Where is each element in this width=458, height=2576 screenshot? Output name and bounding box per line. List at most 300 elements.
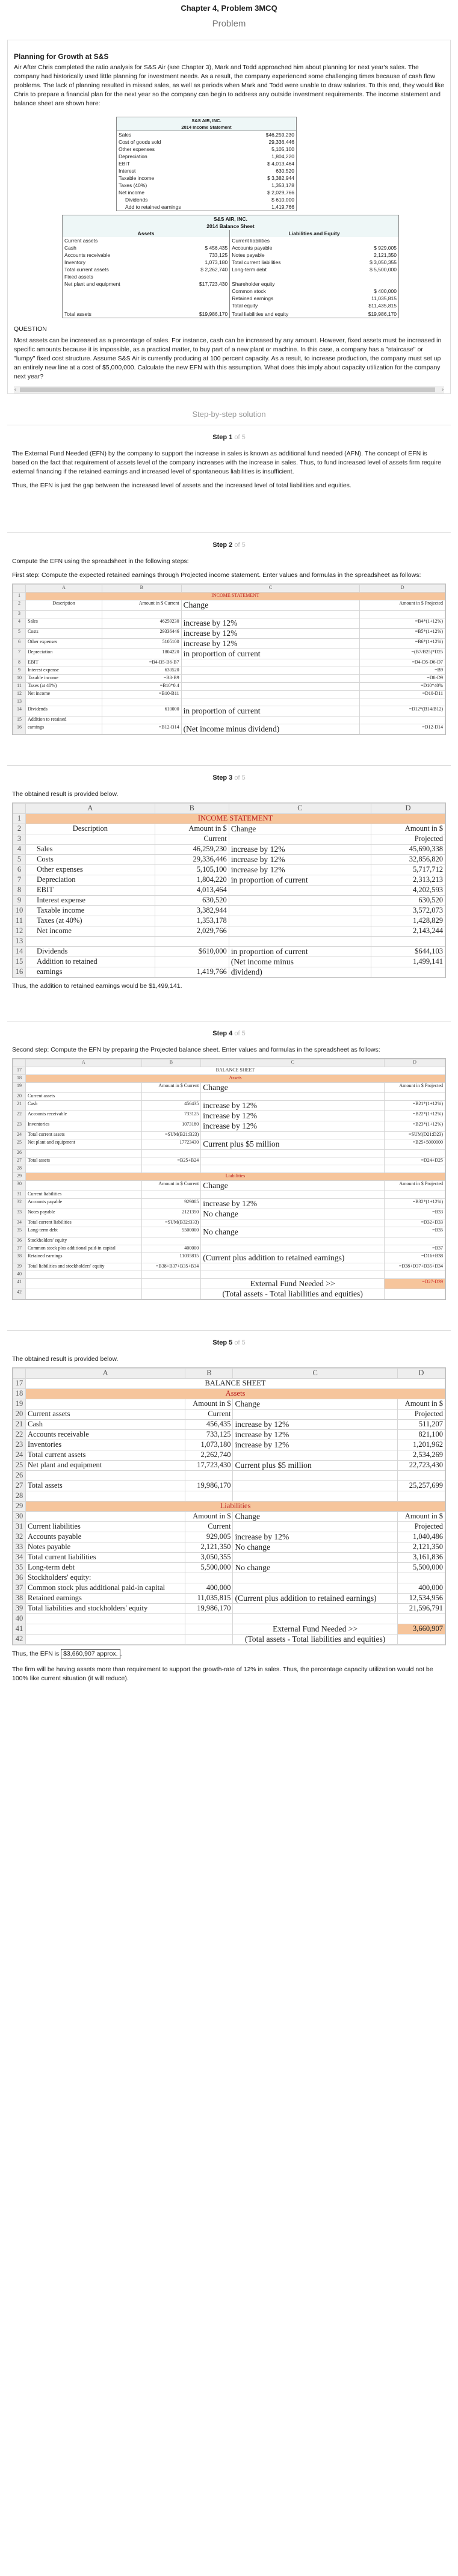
- income-row: [117, 196, 297, 203]
- step-count: of 5: [234, 541, 246, 549]
- row-number: 37: [13, 1583, 26, 1594]
- sheet-row: [13, 1237, 445, 1245]
- assets-heading: Assets: [63, 230, 230, 237]
- sheet-cell: (Current plus addition to retained earnings): [201, 1253, 385, 1263]
- sheet-cell: =B37: [385, 1245, 445, 1253]
- balance-row: [63, 237, 399, 244]
- asset-value: $ 2,262,740: [171, 266, 230, 273]
- row-number: 27: [13, 1481, 26, 1491]
- sheet-cell: Dividends: [26, 706, 102, 716]
- sheet-cell: 32,856,820: [371, 855, 445, 865]
- income-value: 630,520: [276, 168, 294, 174]
- sheet-cell: [26, 1614, 185, 1624]
- row-number: 25: [13, 1139, 26, 1150]
- sheet-cell: [229, 916, 371, 926]
- sheet-cell: [181, 611, 360, 618]
- liability-label: Current liabilities: [232, 238, 270, 244]
- sheet-cell: =B10*0.4: [102, 683, 181, 691]
- sheet-cell: increase by 12%: [181, 639, 360, 649]
- sheet-cell: [201, 1245, 385, 1253]
- row-number: 24: [13, 1132, 26, 1139]
- sheet-row: [13, 1583, 445, 1594]
- sheet-cell: [141, 1191, 201, 1199]
- sheet-cell: increase by 12%: [201, 1101, 385, 1111]
- balance-row: [63, 259, 399, 266]
- sheet-cell: in proportion of current: [229, 947, 371, 957]
- row-number: 5: [13, 855, 26, 865]
- asset-value: [171, 288, 230, 295]
- sheet-cell: [201, 1150, 385, 1157]
- sheet-cell: 456435: [141, 1101, 201, 1111]
- sheet-cell: Retained earnings: [26, 1253, 142, 1263]
- income-row: [117, 182, 297, 189]
- sheet-cell: Total assets: [26, 1481, 185, 1491]
- income-label: Cost of goods sold: [119, 139, 161, 145]
- column-header: B: [155, 804, 229, 814]
- row-number: 27: [13, 1157, 26, 1165]
- income-value: $ 610,000: [271, 197, 294, 203]
- row-number: 20: [13, 1093, 26, 1101]
- sheet-cell: 1073180: [141, 1121, 201, 1132]
- income-row: [117, 167, 297, 174]
- asset-value: 1,073,180: [171, 259, 230, 266]
- row-number: 37: [13, 1245, 26, 1253]
- sheet-cell: =B4-B5-B6-B7: [102, 659, 181, 667]
- sheet-cell: [233, 1410, 397, 1420]
- sheet-row: [13, 593, 445, 600]
- sheet-cell: earnings: [26, 967, 155, 978]
- asset-label: [63, 302, 171, 309]
- row-number: 19: [13, 1399, 26, 1410]
- sheet-cell: =B35: [385, 1227, 445, 1237]
- income-row: [117, 146, 297, 153]
- sheet-cell: 3,161,836: [397, 1553, 445, 1563]
- sheet-cell: =B33: [385, 1209, 445, 1219]
- sheet-cell: [385, 1150, 445, 1157]
- sheet-row: [13, 1101, 445, 1111]
- sheet-cell: =D24+D25: [385, 1157, 445, 1165]
- row-number: 17: [13, 1379, 26, 1389]
- sheet-row: [13, 1157, 445, 1165]
- column-header: B: [141, 1059, 201, 1067]
- sheet-cell: No change: [233, 1542, 397, 1553]
- problem-text: Air After Chris completed the ratio analysis for S&S Air (see Chapter 3), Mark and Todd approached him about planning for next year's sales. The company had historically used little planning for investment needs. As a result, the company experienced some challenging times because of cash flow problems. The lack of planning resulted in missed sales, as well as periods when Mark and Todd were unable to draw salaries. To this end, they would like Chris to prepare a financial plan for the next year so the company can begin to address any outside investment requirements. The income statement and balance sheet are shown here:: [14, 64, 444, 107]
- sheet-cell: Change: [233, 1399, 397, 1410]
- sheet-row: [13, 1209, 445, 1219]
- sheet-cell: [155, 957, 229, 967]
- asset-value: [171, 302, 230, 309]
- sheet-cell: (Net income minus: [229, 957, 371, 967]
- sheet-row: [13, 1624, 445, 1635]
- sheet-cell: [360, 698, 445, 706]
- sheet-cell: increase by 12%: [201, 1199, 385, 1209]
- assets-banner: Assets: [26, 1075, 445, 1083]
- row-number: 14: [13, 947, 26, 957]
- sheet-cell: 2,262,740: [185, 1450, 233, 1461]
- sheet-cell: Current assets: [26, 1093, 142, 1101]
- sheet-cell: [155, 937, 229, 947]
- sheet-cell: [185, 1624, 233, 1635]
- sheet-cell: [229, 886, 371, 896]
- sheet-cell: 17,723,430: [185, 1461, 233, 1471]
- sheet-cell: [181, 716, 360, 724]
- sheet-cell: dividend): [229, 967, 371, 978]
- sheet-row: [13, 683, 445, 691]
- sheet-row: [13, 1553, 445, 1563]
- step-1-text: The External Fund Needed (EFN) by the company to support the increase in sales is known as additional fund needed (AFN). The concept of EFN is based on the fact that requirement of assets level of the company increases with the increase in sales. Thus, to fund increased level of assets firm require external financing if the retained earnings and increased level of spontaneous liabilities is insufficient.: [12, 450, 442, 475]
- sheet-row: [13, 1399, 445, 1410]
- sheet-cell: 2,143,244: [371, 926, 445, 937]
- row-number: 21: [13, 1420, 26, 1430]
- row-number: 5: [13, 629, 26, 639]
- income-value: $ 3,382,944: [267, 175, 294, 181]
- income-statement: [116, 117, 321, 211]
- sheet-cell: [233, 1471, 397, 1481]
- sheet-cell: [181, 691, 360, 698]
- income-value: 29,336,446: [268, 139, 294, 145]
- column-header: D: [397, 1369, 445, 1379]
- sheet-cell: [233, 1604, 397, 1614]
- sheet-cell: Long-term debt: [26, 1227, 142, 1237]
- sheet-row: [13, 1111, 445, 1121]
- step-2: [7, 532, 451, 735]
- sheet-cell: Current assets: [26, 1410, 185, 1420]
- sheet-row: [13, 629, 445, 639]
- sheet-cell: [229, 896, 371, 906]
- scroll-left-icon[interactable]: ‹: [14, 386, 16, 392]
- sheet-cell: Taxes (at 40%): [26, 916, 155, 926]
- sheet-cell: [201, 1237, 385, 1245]
- sheet-cell: Dividends: [26, 947, 155, 957]
- sheet-row: [13, 1132, 445, 1139]
- sheet-cell: [397, 1573, 445, 1583]
- liability-label: Retained earnings: [232, 295, 274, 301]
- sheet-cell: No change: [201, 1227, 385, 1237]
- row-number: 30: [13, 1512, 26, 1522]
- sheet-row: [13, 814, 445, 824]
- sheet-cell: 29,336,446: [155, 855, 229, 865]
- sheet-cell: Stockholders' equity: [26, 1237, 142, 1245]
- sheet-row: [13, 1227, 445, 1237]
- sheet-row: [13, 1379, 445, 1389]
- liability-label: Total equity: [232, 303, 258, 309]
- step-4-text: Second step: Compute the EFN by preparing the Projected balance sheet. Enter values and formulas in the spreadsheet as follows:: [12, 1046, 380, 1053]
- row-number: 42: [13, 1289, 26, 1299]
- sheet-cell: EBIT: [26, 886, 155, 896]
- sheet-cell: 630,520: [371, 896, 445, 906]
- sheet-cell: 21,596,791: [397, 1604, 445, 1614]
- sheet-row: [13, 1481, 445, 1491]
- sheet-cell: Costs: [26, 855, 155, 865]
- sheet-cell: Interest expense: [26, 667, 102, 675]
- sheet-cell: Taxable income: [26, 675, 102, 683]
- sheet-cell: [229, 906, 371, 916]
- horizontal-scrollbar[interactable]: [14, 386, 444, 393]
- sheet-cell: EBIT: [26, 659, 102, 667]
- question-label: QUESTION: [14, 325, 47, 333]
- sheet-row: [13, 1389, 445, 1399]
- sheet-cell: [385, 1165, 445, 1173]
- liability-value: 11,035,815: [371, 295, 397, 301]
- sheet-cell: [201, 1219, 385, 1227]
- sheet-cell: External Fund Needed >>: [233, 1624, 397, 1635]
- sheet-cell: =B32*(1+12%): [385, 1199, 445, 1209]
- asset-label: Fixed assets: [64, 274, 93, 280]
- sheet-row: [13, 1191, 445, 1199]
- sheet-cell: Amount in $ Projected: [385, 1083, 445, 1093]
- sheet-row: [13, 824, 445, 834]
- sheet-cell: No change: [233, 1563, 397, 1573]
- sheet-cell: 22,723,430: [397, 1461, 445, 1471]
- balance-row: [63, 273, 399, 280]
- sheet-cell: Other expenses: [26, 865, 155, 875]
- sheet-cell: Inventories: [26, 1440, 185, 1450]
- sheet-cell: Change: [201, 1083, 385, 1093]
- sheet-cell: =SUM(D21:D23): [385, 1132, 445, 1139]
- sheet-cell: 1804220: [102, 649, 181, 659]
- step-2-text: Compute the EFN using the spreadsheet in the following steps:: [12, 558, 189, 565]
- sheet-cell: =SUM(B21:B23): [141, 1132, 201, 1139]
- scroll-right-icon[interactable]: ›: [442, 386, 444, 392]
- sheet-row: [13, 1139, 445, 1150]
- sheet-row: [13, 600, 445, 611]
- income-label: Other expenses: [119, 146, 155, 152]
- corner-cell: [13, 1369, 26, 1379]
- sheet-cell: [397, 1471, 445, 1481]
- sheet-cell: Total current assets: [26, 1450, 185, 1461]
- sheet-cell: Common stock plus additional paid-in capital: [26, 1245, 142, 1253]
- income-label: Taxable income: [119, 175, 155, 181]
- sheet-cell: [201, 1093, 385, 1101]
- balance-row: [63, 288, 399, 295]
- step-1: [7, 425, 451, 490]
- sheet-cell: Accounts receivable: [26, 1430, 185, 1440]
- row-number: 35: [13, 1227, 26, 1237]
- sheet-cell: [102, 698, 181, 706]
- step-label: Step 5: [212, 1339, 233, 1346]
- sheet-cell: [26, 1512, 185, 1522]
- row-number: 21: [13, 1101, 26, 1111]
- sheet-cell: 25,257,699: [397, 1481, 445, 1491]
- sheet-cell: Amount in $: [185, 1399, 233, 1410]
- sheet-cell: [26, 834, 155, 845]
- sheet-cell: increase by 12%: [233, 1440, 397, 1450]
- efn-cell: =D27-D39: [385, 1279, 445, 1289]
- liability-value: $ 400,000: [374, 288, 397, 294]
- sheet-row: [13, 1440, 445, 1450]
- row-number: 9: [13, 667, 26, 675]
- sheet-cell: [181, 667, 360, 675]
- row-number: 1: [13, 814, 26, 824]
- sheet-cell: Change: [233, 1512, 397, 1522]
- row-number: 2: [13, 600, 26, 611]
- income-label: Interest: [119, 168, 136, 174]
- sheet-row: [13, 1075, 445, 1083]
- scrollbar-thumb[interactable]: [20, 387, 435, 392]
- step-4: [7, 1021, 451, 1300]
- sheet-row: [13, 1532, 445, 1542]
- sheet-cell: =B9: [360, 667, 445, 675]
- sheet-cell: [385, 1289, 445, 1299]
- sheet-cell: [229, 937, 371, 947]
- asset-label: Inventory: [64, 259, 85, 265]
- liability-label: Total current liabilities: [232, 259, 281, 265]
- sheet-cell: Cash: [26, 1420, 185, 1430]
- sheet-cell: 929,005: [185, 1532, 233, 1542]
- sheet-cell: Net plant and equipment: [26, 1139, 142, 1150]
- row-number: 39: [13, 1604, 26, 1614]
- asset-value: $17,723,430: [171, 280, 230, 288]
- row-number: 31: [13, 1522, 26, 1532]
- sheet-cell: Addition to retained: [26, 957, 155, 967]
- sheet-cell: 5105100: [102, 639, 181, 649]
- asset-label: Total current assets: [64, 267, 109, 273]
- sheet-cell: [229, 834, 371, 845]
- sheet-cell: [233, 1573, 397, 1583]
- liability-label: Accounts payable: [232, 245, 273, 251]
- column-header: A: [26, 1369, 185, 1379]
- row-number: 38: [13, 1594, 26, 1604]
- sheet-row: [13, 937, 445, 947]
- sheet-row: [13, 1165, 445, 1173]
- income-row: [117, 174, 297, 182]
- liability-value: [340, 280, 399, 288]
- sheet-cell: increase by 12%: [201, 1111, 385, 1121]
- row-number: 24: [13, 1450, 26, 1461]
- sheet-cell: Amount in $ Current: [102, 600, 181, 611]
- sheet-cell: 19,986,170: [185, 1604, 233, 1614]
- sheet-cell: increase by 12%: [233, 1430, 397, 1440]
- sheet-cell: [385, 1191, 445, 1199]
- step-label: Step 4: [212, 1030, 233, 1037]
- step-5-conclusion: [12, 1649, 446, 1659]
- sheet-cell: [141, 1150, 201, 1157]
- solution-heading: Step-by-step solution: [192, 410, 266, 419]
- row-number: 33: [13, 1209, 26, 1219]
- balance-title: 2014 Balance Sheet: [63, 223, 399, 230]
- sheet-cell: (Total assets - Total liabilities and equities): [201, 1289, 385, 1299]
- sheet-cell: Accounts payable: [26, 1532, 185, 1542]
- sheet-cell: =B25+5000000: [385, 1139, 445, 1150]
- sheet-row: [13, 1271, 445, 1279]
- balance-row: [63, 295, 399, 302]
- row-number: 4: [13, 845, 26, 855]
- sheet-cell: 4,202,593: [371, 886, 445, 896]
- column-header: D: [385, 1059, 445, 1067]
- sheet-cell: 610000: [102, 706, 181, 716]
- sheet-row: [13, 1635, 445, 1645]
- sheet-cell: Total current liabilities: [26, 1219, 142, 1227]
- sheet-row: [13, 855, 445, 865]
- step-3: [7, 765, 451, 991]
- sheet-cell: [26, 1181, 142, 1191]
- sheet-cell: Depreciation: [26, 649, 102, 659]
- sheet-row: [13, 698, 445, 706]
- sheet-cell: [102, 611, 181, 618]
- sheet-row: [13, 618, 445, 629]
- sheet-cell: Cash: [26, 1101, 142, 1111]
- sheet-row: [13, 1121, 445, 1132]
- sheet-cell: Amount in $ Projected: [360, 600, 445, 611]
- sheet-cell: =B6*(1+12%): [360, 639, 445, 649]
- row-number: 26: [13, 1150, 26, 1157]
- sheet-cell: 821,100: [397, 1430, 445, 1440]
- sheet-cell: [26, 1083, 142, 1093]
- sheet-cell: [141, 1271, 201, 1279]
- row-number: 6: [13, 639, 26, 649]
- sheet-cell: [233, 1450, 397, 1461]
- sheet-row: [13, 886, 445, 896]
- column-header: C: [233, 1369, 397, 1379]
- sheet-cell: Interest expense: [26, 896, 155, 906]
- column-header: B: [185, 1369, 233, 1379]
- asset-value: [171, 295, 230, 302]
- sheet-cell: Net income: [26, 926, 155, 937]
- liability-value: $19,986,170: [368, 311, 397, 317]
- sheet-cell: [181, 683, 360, 691]
- sheet-banner: INCOME STATEMENT: [26, 593, 445, 600]
- chapter-title: Chapter 4, Problem 3MCQ: [181, 4, 277, 13]
- row-number: 38: [13, 1253, 26, 1263]
- sheet-cell: 2,029,766: [155, 926, 229, 937]
- income-row: [117, 153, 297, 160]
- step-5-capacity-text: The firm will be having assets more than requirement to support the growth-rate of 12% in sales. Thus, the percentage capacity utilization would not be 100% like current situation (it will reduce).: [12, 1666, 433, 1682]
- sheet-banner: BALANCE SHEET: [26, 1379, 445, 1389]
- sheet-row: [13, 967, 445, 978]
- sheet-row: [13, 1199, 445, 1209]
- liability-value: $11,435,815: [368, 303, 397, 309]
- sheet-cell: [26, 1150, 142, 1157]
- sheet-cell: [397, 1491, 445, 1502]
- sheet-cell: Amount in $ Current: [141, 1181, 201, 1191]
- sheet-cell: =D38+D37+D35+D34: [385, 1263, 445, 1271]
- step-label: Step 3: [212, 774, 233, 781]
- sheet-cell: Change: [181, 600, 360, 611]
- asset-label: Cash: [64, 245, 76, 251]
- sheet-cell: [26, 1279, 142, 1289]
- sheet-cell: 11035815: [141, 1253, 201, 1263]
- sheet-cell: increase by 12%: [233, 1532, 397, 1542]
- row-number: 13: [13, 698, 26, 706]
- liability-value: $ 5,500,000: [370, 267, 397, 273]
- sheet-row: [13, 1450, 445, 1461]
- income-label: Sales: [119, 132, 132, 138]
- sheet-row: [13, 1604, 445, 1614]
- balance-row: [63, 302, 399, 309]
- sheet-cell: =B10-B11: [102, 691, 181, 698]
- sheet-cell: =B22*(1+12%): [385, 1111, 445, 1121]
- sheet-cell: [385, 1093, 445, 1101]
- income-value: 1,804,220: [271, 153, 294, 159]
- sheet-cell: [141, 1279, 201, 1289]
- sheet-cell: 12,534,956: [397, 1594, 445, 1604]
- problem-heading: Problem: [212, 19, 246, 29]
- income-row: [117, 138, 297, 146]
- row-number: 23: [13, 1440, 26, 1450]
- row-number: 23: [13, 1121, 26, 1132]
- sheet-cell: =B38+B37+B35+B34: [141, 1263, 201, 1271]
- sheet-row: [13, 1471, 445, 1481]
- row-number: 4: [13, 618, 26, 629]
- sheet-cell: 511,207: [397, 1420, 445, 1430]
- sheet-cell: [385, 1271, 445, 1279]
- sheet-cell: 5,500,000: [397, 1563, 445, 1573]
- step-label: Step 2: [212, 541, 233, 549]
- sheet-cell: Retained earnings: [26, 1594, 185, 1604]
- income-formula-sheet: [12, 584, 446, 735]
- liabilities-banner: Liabilities: [26, 1173, 445, 1181]
- balance-company: S&S AIR, INC.: [63, 215, 399, 223]
